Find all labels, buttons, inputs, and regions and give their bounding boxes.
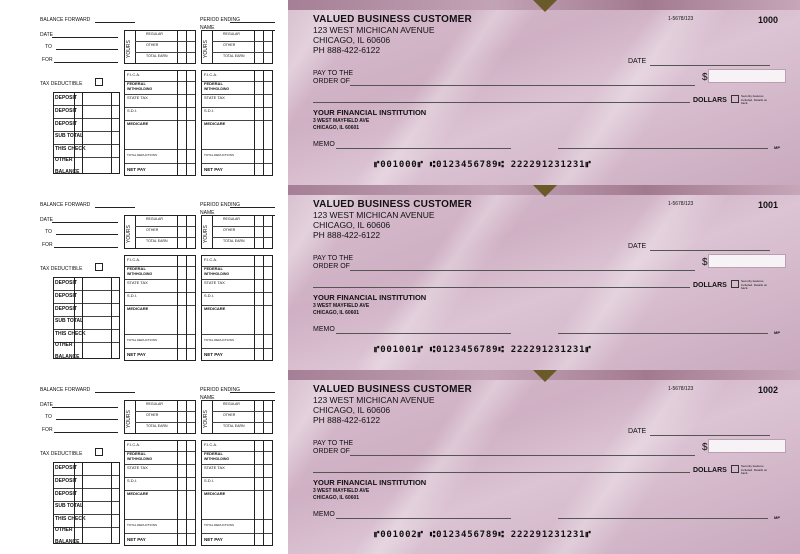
medicare-label-left: MEDICARE: [127, 491, 149, 496]
stub-to-label: TO: [45, 44, 52, 50]
other-earn-label-right: OTHER: [223, 228, 236, 232]
yours-label-right: YOURS: [203, 410, 209, 428]
date-label: DATE: [628, 243, 647, 250]
memo-label: MEMO: [313, 511, 335, 518]
dollar-sign: $: [702, 257, 708, 268]
this-check-label: THIS CHECK: [55, 331, 86, 337]
pay-to-label-2: ORDER OF: [313, 448, 350, 455]
net-pay-label-left: NET PAY: [127, 537, 146, 542]
check-number: 1002: [758, 385, 779, 395]
other-earn-label-right: OTHER: [223, 413, 236, 417]
balance-forward-label: BALANCE FORWARD: [40, 387, 91, 393]
company-phone: PH 888-422-6122: [313, 45, 381, 55]
company-address-1: 123 WEST MICHICAN AVENUE: [313, 210, 435, 220]
medicare-label-left: MEDICARE: [127, 306, 149, 311]
total-deductions-label-right: TOTAL DEDUCTIONS: [204, 153, 234, 157]
period-ending-label: PERIOD ENDING: [200, 387, 241, 393]
sdi-label-right: S.D.I.: [204, 108, 215, 113]
total-deductions-label-left: TOTAL DEDUCTIONS: [127, 523, 157, 527]
regular-label-right: REGULAR: [223, 32, 240, 36]
deposit-label-2: DEPOSIT: [55, 478, 77, 484]
bank-address-1: 3 WEST MAYFIELD AVE: [313, 303, 370, 309]
stub-date-label: DATE: [40, 32, 53, 38]
other-label: OTHER: [55, 342, 73, 348]
balance-label: BALANCE: [55, 539, 80, 545]
security-note: Security features included. Details on back.: [741, 279, 768, 290]
signature-line[interactable]: [558, 518, 768, 519]
sub-total-label: SUB TOTAL: [55, 133, 84, 139]
memo-label: MEMO: [313, 141, 335, 148]
payee-line[interactable]: [350, 85, 695, 86]
signature-line[interactable]: [558, 148, 768, 149]
stub-for-label: FOR: [42, 242, 53, 248]
stub-date-label: DATE: [40, 402, 53, 408]
state-tax-label-left: STATE TAX: [127, 95, 148, 100]
tax-deductible-checkbox[interactable]: [95, 78, 103, 86]
stub-to-label: TO: [45, 229, 52, 235]
yours-label-left: YOURS: [126, 410, 132, 428]
amount-words-line[interactable]: [313, 287, 690, 288]
withholding-label-right: WITHHOLDING: [204, 272, 230, 276]
stub-date-line[interactable]: [52, 407, 118, 408]
federal-label-right: FEDERAL: [204, 451, 223, 456]
stub-date-label: DATE: [40, 217, 53, 223]
check-stub: [0, 185, 288, 370]
federal-label-left: FEDERAL: [127, 81, 146, 86]
withholding-label-left: WITHHOLDING: [127, 87, 153, 91]
stub-date-line[interactable]: [52, 37, 118, 38]
sdi-label-left: S.D.I.: [127, 108, 138, 113]
stub-for-line[interactable]: [54, 62, 118, 63]
bank-address-2: CHICAGO, IL 60601: [313, 310, 360, 316]
bank-name: YOUR FINANCIAL INSTITUTION: [313, 108, 427, 117]
lock-icon: [731, 280, 739, 288]
tax-deductible-label: TAX DEDUCTIBLE: [40, 266, 83, 272]
dollars-label: DOLLARS: [693, 282, 727, 289]
total-earn-label-left: TOTAL EARN: [146, 54, 168, 58]
net-pay-label-right: NET PAY: [204, 352, 223, 357]
balance-forward-label: BALANCE FORWARD: [40, 202, 91, 208]
company-address-2: CHICAGO, IL 60606: [313, 35, 391, 45]
check-number: 1000: [758, 15, 779, 25]
bank-address-1: 3 WEST MAYFIELD AVE: [313, 488, 370, 494]
company-name: VALUED BUSINESS CUSTOMER: [313, 384, 472, 395]
other-earn-label-left: OTHER: [146, 228, 159, 232]
this-check-label: THIS CHECK: [55, 146, 86, 152]
bank-name: YOUR FINANCIAL INSTITUTION: [313, 478, 427, 487]
medicare-label-right: MEDICARE: [204, 491, 226, 496]
total-deductions-label-right: TOTAL DEDUCTIONS: [204, 338, 234, 342]
stub-for-label: FOR: [42, 57, 53, 63]
deposit-label-1: DEPOSIT: [55, 465, 77, 471]
company-address-2: CHICAGO, IL 60606: [313, 220, 391, 230]
state-tax-label-right: STATE TAX: [204, 280, 225, 285]
state-tax-label-left: STATE TAX: [127, 280, 148, 285]
regular-label-left: REGULAR: [146, 402, 163, 406]
federal-label-left: FEDERAL: [127, 266, 146, 271]
pay-to-label-1: PAY TO THE: [313, 255, 354, 262]
sdi-label-right: S.D.I.: [204, 478, 215, 483]
date-label: DATE: [628, 58, 647, 65]
fraction-routing: 1-5678/123: [668, 386, 694, 392]
yours-label-right: YOURS: [203, 40, 209, 58]
date-line[interactable]: [650, 435, 770, 436]
balance-label: BALANCE: [55, 354, 80, 360]
company-address-1: 123 WEST MICHICAN AVENUE: [313, 395, 435, 405]
sub-total-label: SUB TOTAL: [55, 318, 84, 324]
dollars-label: DOLLARS: [693, 97, 727, 104]
fraction-routing: 1-5678/123: [668, 16, 694, 22]
fica-label-left: F.I.C.A.: [127, 72, 141, 77]
withholding-label-left: WITHHOLDING: [127, 272, 153, 276]
amount-box[interactable]: [708, 69, 786, 83]
pay-to-label-1: PAY TO THE: [313, 70, 354, 77]
tax-deductible-checkbox[interactable]: [95, 263, 103, 271]
check-number: 1001: [758, 200, 779, 210]
fica-label-left: F.I.C.A.: [127, 442, 141, 447]
deposit-label-2: DEPOSIT: [55, 293, 77, 299]
memo-line[interactable]: [336, 333, 511, 334]
bank-address-2: CHICAGO, IL 60601: [313, 495, 360, 501]
net-pay-label-right: NET PAY: [204, 537, 223, 542]
withholding-label-right: WITHHOLDING: [204, 87, 230, 91]
amount-box[interactable]: [708, 439, 786, 453]
mp-label: MP: [774, 330, 780, 335]
deposit-label-2: DEPOSIT: [55, 108, 77, 114]
micr-line: ⑈001001⑈ ⑆0123456789⑆ 222291231231⑈: [374, 345, 592, 355]
regular-label-left: REGULAR: [146, 32, 163, 36]
check-notch: [533, 370, 557, 382]
total-deductions-label-right: TOTAL DEDUCTIONS: [204, 523, 234, 527]
net-pay-label-right: NET PAY: [204, 167, 223, 172]
total-deductions-label-left: TOTAL DEDUCTIONS: [127, 338, 157, 342]
check-body: [288, 370, 800, 554]
stub-date-line[interactable]: [52, 222, 118, 223]
fica-label-left: F.I.C.A.: [127, 257, 141, 262]
mp-label: MP: [774, 145, 780, 150]
employee-name-label: NAME: [200, 25, 215, 31]
security-note: Security features included. Details on back.: [741, 464, 768, 475]
state-tax-label-right: STATE TAX: [204, 95, 225, 100]
yours-label-right: YOURS: [203, 225, 209, 243]
tax-deductible-checkbox[interactable]: [95, 448, 103, 456]
balance-forward-label: BALANCE FORWARD: [40, 17, 91, 23]
lock-icon: [731, 465, 739, 473]
company-name: VALUED BUSINESS CUSTOMER: [313, 199, 472, 210]
bank-name: YOUR FINANCIAL INSTITUTION: [313, 293, 427, 302]
employee-name-label: NAME: [200, 210, 215, 216]
check-notch: [533, 0, 557, 12]
mp-label: MP: [774, 515, 780, 520]
company-phone: PH 888-422-6122: [313, 230, 381, 240]
fica-label-right: F.I.C.A.: [204, 257, 218, 262]
yours-label-left: YOURS: [126, 225, 132, 243]
other-earn-label-left: OTHER: [146, 413, 159, 417]
micr-line: ⑈001002⑈ ⑆0123456789⑆ 222291231231⑈: [374, 530, 592, 540]
stub-to-line[interactable]: [56, 419, 118, 420]
deposit-label-3: DEPOSIT: [55, 306, 77, 312]
payee-line[interactable]: [350, 455, 695, 456]
tax-deductible-label: TAX DEDUCTIBLE: [40, 451, 83, 457]
pay-to-label-2: ORDER OF: [313, 263, 350, 270]
company-address-1: 123 WEST MICHICAN AVENUE: [313, 25, 435, 35]
net-pay-label-left: NET PAY: [127, 167, 146, 172]
memo-label: MEMO: [313, 326, 335, 333]
regular-label-right: REGULAR: [223, 402, 240, 406]
stub-for-line[interactable]: [54, 247, 118, 248]
pay-to-label-2: ORDER OF: [313, 78, 350, 85]
stub-to-line[interactable]: [56, 49, 118, 50]
amount-words-line[interactable]: [313, 102, 690, 103]
memo-line[interactable]: [336, 518, 511, 519]
regular-label-right: REGULAR: [223, 217, 240, 221]
amount-box[interactable]: [708, 254, 786, 268]
total-earn-label-right: TOTAL EARN: [223, 239, 245, 243]
dollar-sign: $: [702, 72, 708, 83]
check-body: [288, 185, 800, 370]
this-check-label: THIS CHECK: [55, 516, 86, 522]
lock-icon: [731, 95, 739, 103]
medicare-label-right: MEDICARE: [204, 121, 226, 126]
state-tax-label-left: STATE TAX: [127, 465, 148, 470]
check-body: [288, 0, 800, 185]
company-phone: PH 888-422-6122: [313, 415, 381, 425]
sub-total-label: SUB TOTAL: [55, 503, 84, 509]
memo-line[interactable]: [336, 148, 511, 149]
deposit-label-3: DEPOSIT: [55, 491, 77, 497]
period-ending-label: PERIOD ENDING: [200, 17, 241, 23]
deposit-label-3: DEPOSIT: [55, 121, 77, 127]
withholding-label-right: WITHHOLDING: [204, 457, 230, 461]
medicare-label-right: MEDICARE: [204, 306, 226, 311]
company-name: VALUED BUSINESS CUSTOMER: [313, 14, 472, 25]
total-deductions-label-left: TOTAL DEDUCTIONS: [127, 153, 157, 157]
balance-label: BALANCE: [55, 169, 80, 175]
medicare-label-left: MEDICARE: [127, 121, 149, 126]
date-line[interactable]: [650, 250, 770, 251]
withholding-label-left: WITHHOLDING: [127, 457, 153, 461]
stub-for-line[interactable]: [54, 432, 118, 433]
other-earn-label-left: OTHER: [146, 43, 159, 47]
stub-to-line[interactable]: [56, 234, 118, 235]
other-earn-label-right: OTHER: [223, 43, 236, 47]
security-note: Security features included. Details on back.: [741, 94, 768, 105]
tax-deductible-label: TAX DEDUCTIBLE: [40, 81, 83, 87]
federal-label-right: FEDERAL: [204, 266, 223, 271]
date-label: DATE: [628, 428, 647, 435]
state-tax-label-right: STATE TAX: [204, 465, 225, 470]
fraction-routing: 1-5678/123: [668, 201, 694, 207]
check-notch: [533, 185, 557, 197]
check-stub: [0, 0, 288, 185]
check-stub: [0, 370, 288, 554]
total-earn-label-left: TOTAL EARN: [146, 239, 168, 243]
sdi-label-left: S.D.I.: [127, 293, 138, 298]
deposit-label-1: DEPOSIT: [55, 95, 77, 101]
dollar-sign: $: [702, 442, 708, 453]
bank-address-1: 3 WEST MAYFIELD AVE: [313, 118, 370, 124]
pay-to-label-1: PAY TO THE: [313, 440, 354, 447]
other-label: OTHER: [55, 157, 73, 163]
federal-label-right: FEDERAL: [204, 81, 223, 86]
period-ending-label: PERIOD ENDING: [200, 202, 241, 208]
company-address-2: CHICAGO, IL 60606: [313, 405, 391, 415]
total-earn-label-right: TOTAL EARN: [223, 424, 245, 428]
micr-line: ⑈001000⑈ ⑆0123456789⑆ 222291231231⑈: [374, 160, 592, 170]
sdi-label-left: S.D.I.: [127, 478, 138, 483]
check-pane-2: [0, 185, 800, 370]
net-pay-label-left: NET PAY: [127, 352, 146, 357]
check-pane-3: [0, 370, 800, 554]
total-earn-label-left: TOTAL EARN: [146, 424, 168, 428]
regular-label-left: REGULAR: [146, 217, 163, 221]
amount-words-line[interactable]: [313, 472, 690, 473]
payee-line[interactable]: [350, 270, 695, 271]
other-label: OTHER: [55, 527, 73, 533]
dollars-label: DOLLARS: [693, 467, 727, 474]
check-pane-1: [0, 0, 800, 185]
yours-label-left: YOURS: [126, 40, 132, 58]
bank-address-2: CHICAGO, IL 60601: [313, 125, 360, 131]
fica-label-right: F.I.C.A.: [204, 442, 218, 447]
fica-label-right: F.I.C.A.: [204, 72, 218, 77]
deposit-label-1: DEPOSIT: [55, 280, 77, 286]
total-earn-label-right: TOTAL EARN: [223, 54, 245, 58]
stub-to-label: TO: [45, 414, 52, 420]
employee-name-label: NAME: [200, 395, 215, 401]
stub-for-label: FOR: [42, 427, 53, 433]
federal-label-left: FEDERAL: [127, 451, 146, 456]
sdi-label-right: S.D.I.: [204, 293, 215, 298]
signature-line[interactable]: [558, 333, 768, 334]
date-line[interactable]: [650, 65, 770, 66]
